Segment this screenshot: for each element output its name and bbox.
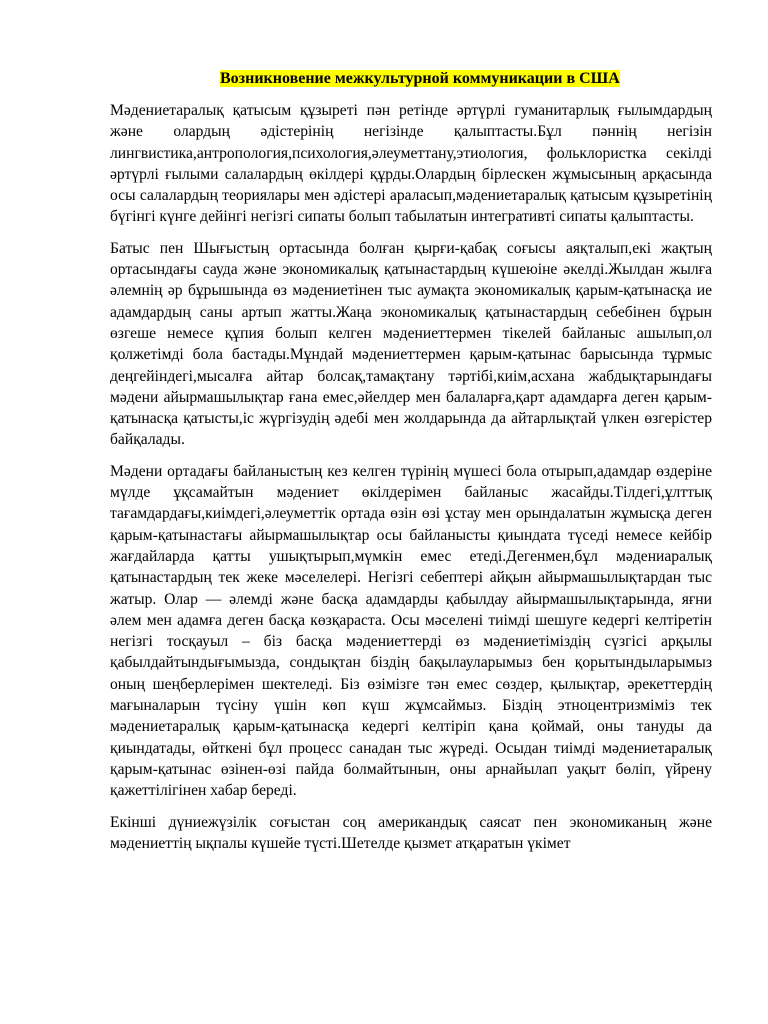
paragraph-3: Мәдени ортадағы байланыстың кез келген түрінің мүшесі бола отырып,адамдар өздеріне мүлде ұқсамайтын мәдениет өкілдерімен байланыс жасайды.Тілдегі,ұлттық тағамдардағы,киімдегі,әлеуметтік ортада өзін өзі ұстау мен орындалатын жұмысқа деген қарым-қатынастағы айырмашылықтар осы байланысты қиындата түседі немесе кейбір жағдайларда қатты ушықтырып,мүмкін емес етеді.Дегенмен,бұл мәдениаралық қатынастардың тек жеке мәселелері. Негізгі себептері айқын айырмашылықтардан тыс жатыр. Олар — әлемді және басқа адамдарды қабылдау айырмашылықтарында, яғни әлем мен адамға деген басқа көзқараста. Осы мәселені тиімді шешуге кедергі келтіретін негізгі тосқауыл – біз басқа мәдениеттерді өз мәдениетіміздің сүзгісі арқылы қабылдайтындығымызда, сондықтан біздің бақылауларымыз бен қорытындыларымыз оның шеңберлерімен шектеледі. Біз өзімізге тән емес сөздер, қылықтар, әрекеттердің мағыналарын түсіну үшін көп күш жұмсаймыз. Біздің этноцентризміміз тек мәдениетаралық қарым-қатынасқа кедергі келтіріп қана қоймай, оны тануды да қиындатады, өйткені бұл процесс санадан тыс жүреді. Осыдан тиімді мәдениетаралық қарым-қатынас өзінен-өзі пайда болмайтынын, оны арнайылап уақыт бөліп, үйрену қажеттілігінен хабар береді. [110, 462, 712, 800]
paragraph-4: Екінші дүниежүзілік соғыстан соң американдық саясат пен экономиканың және мәдениеттің ықпалы күшейе түсті.Шетелде қызмет атқаратын үкімет [110, 813, 712, 852]
title-line [110, 68, 712, 90]
paragraph-2: Батыс пен Шығыстың ортасында болған қырғи-қабақ соғысы аяқталып,екі жақтың ортасындағы сауда және экономикалық қатынастардың күшеюіне әкелді.Жылдан жылға әлемнің әр бұрышында өз мәдениетінен тыс аумақта экономикалық қарым-қатынасқа ие адамдардың саны артып жатты.Жаңа экономикалық қатынастардың себебінен бұрын өзгеше немесе құпия болып келген мәдениеттермен тікелей байланыс ашылып,ол қолжетімді бола бастады.Мұндай мәдениеттермен қарым-қатынас барысында тұрмыс деңгейіндегі,мысалға айтар болсақ,тамақтану тәртібі,киім,асхана жабдықтарындағы мәдени айырмашылықтар ғана емес,әйелдер мен балаларға,қарт адамдарға деген қарым-қатынасқа қатысты,іс жүргізудің әдебі мен жолдарында да айтарлықтай үлкен өзгерістер байқалады. [110, 239, 712, 449]
document-title: Возникновение межкультурной коммуникации в США [220, 70, 620, 87]
paragraph-1: Мәдениетаралық қатысым құзыреті пән ретінде әртүрлі гуманитарлық ғылымдардың және олардың әдістерінің негізінде қалыптасты.Бұл пәннің негізін лингвистика,антропология,психология,әлеуметтану,этиология, фольклористка секілді әртүрлі ғылыми салалардың өкілдері құрды.Олардың бірлескен жұмысының арқасында осы салалардың теориялары мен әдістері араласып,мәдениетаралық қатысым құзыретінің бүгінгі күнге дейінгі негізгі сипаты болып табылатын интегративті сипаты қалыптасты. [110, 102, 712, 226]
